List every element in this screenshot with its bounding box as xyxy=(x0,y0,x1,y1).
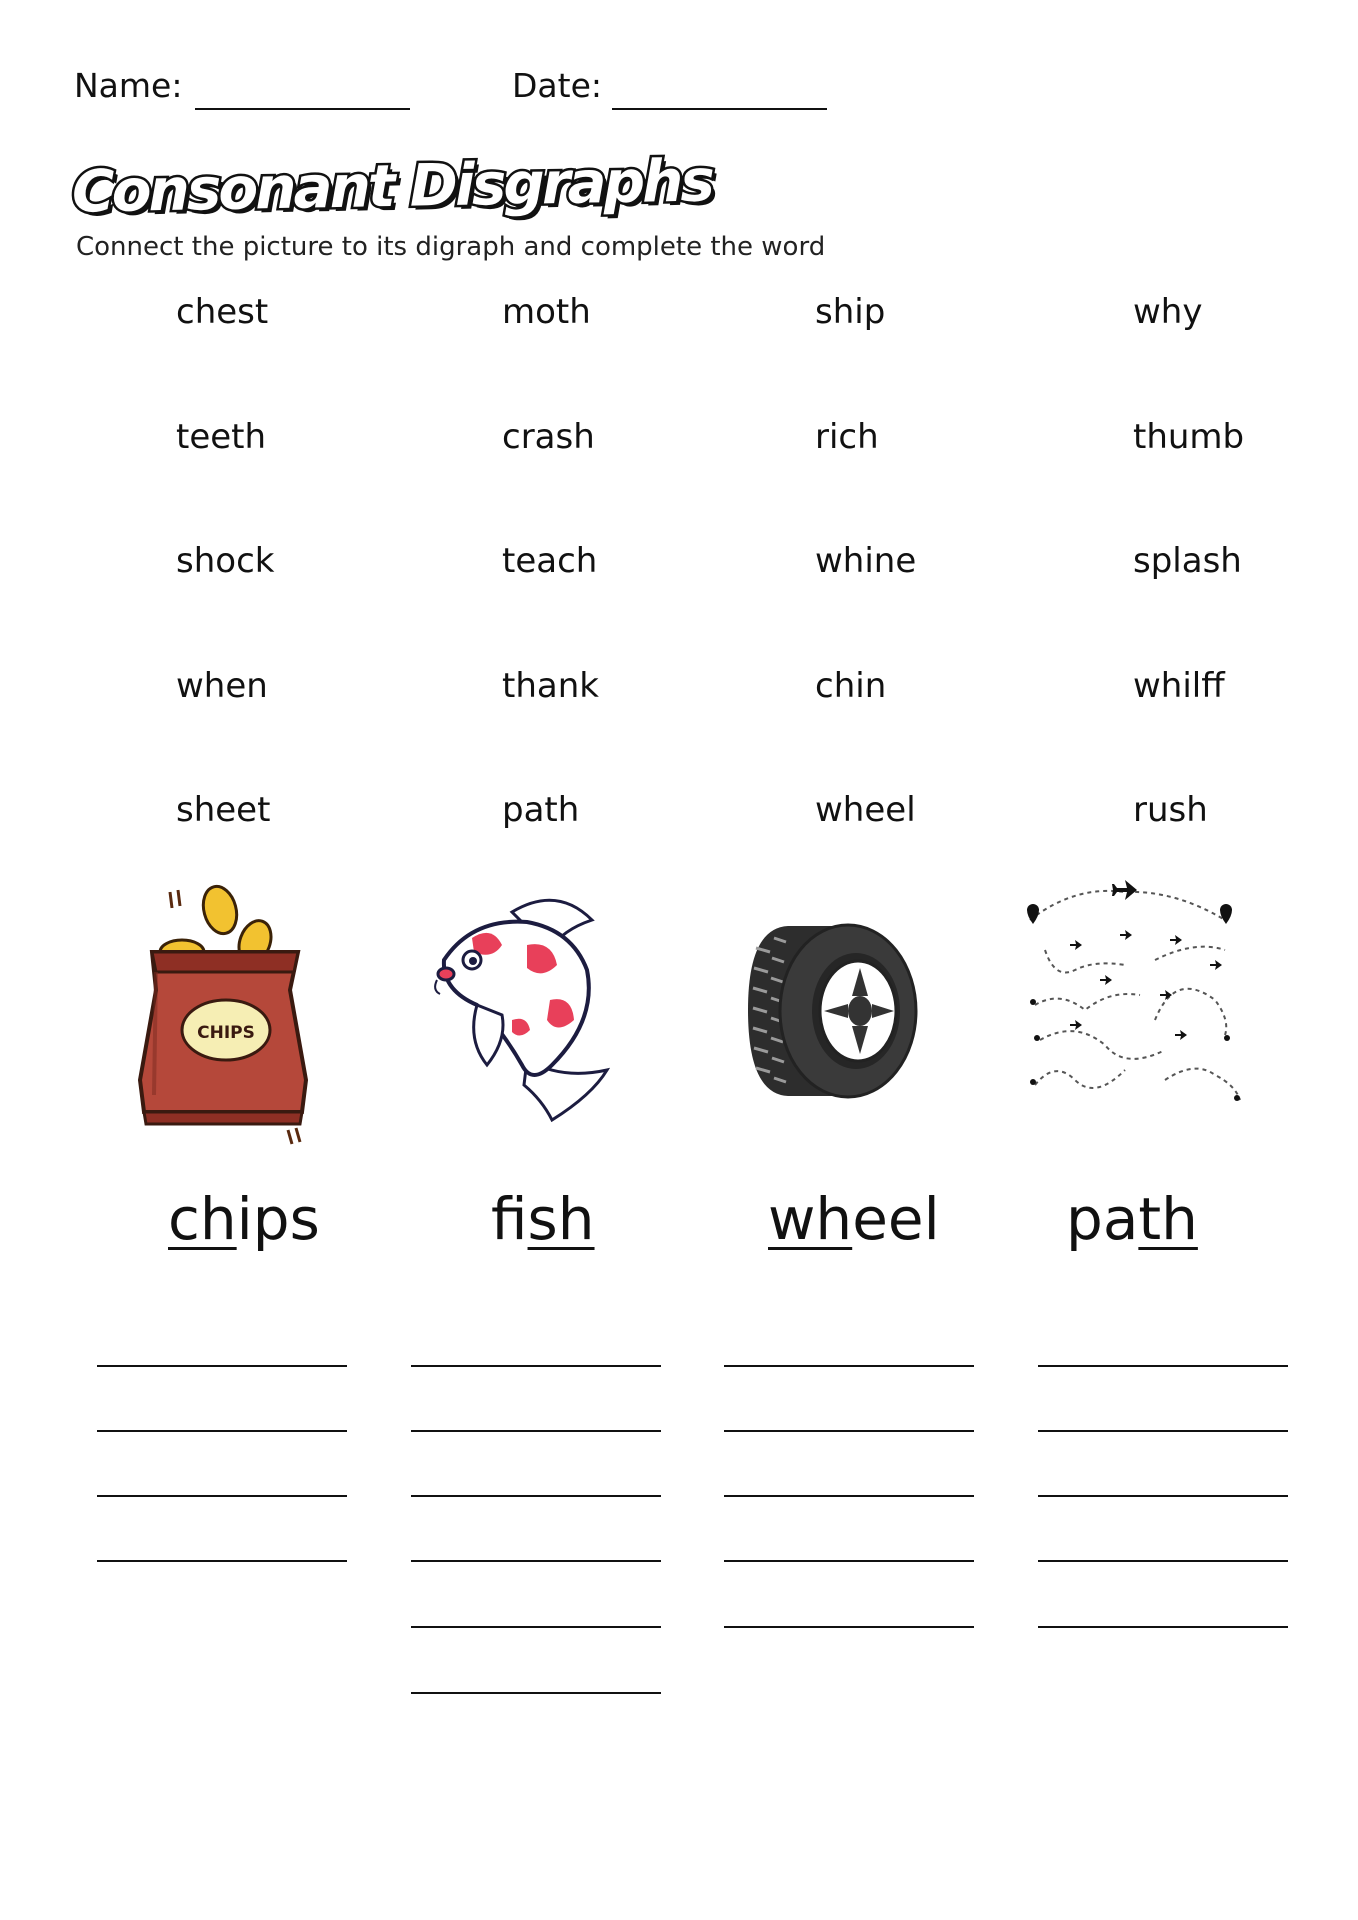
digraph: sh xyxy=(527,1185,595,1253)
word-bank-item: whine xyxy=(815,541,917,581)
writing-line[interactable] xyxy=(411,1495,661,1497)
fish-icon[interactable] xyxy=(432,890,642,1130)
digraph: ch xyxy=(168,1185,237,1253)
writing-line[interactable] xyxy=(724,1430,974,1432)
word-bank-item: teeth xyxy=(176,417,267,457)
answer-word-fish: fish xyxy=(491,1185,595,1253)
writing-line[interactable] xyxy=(1038,1365,1288,1367)
word-bank-item: rush xyxy=(1133,790,1208,830)
writing-line[interactable] xyxy=(97,1495,347,1497)
writing-line[interactable] xyxy=(1038,1495,1288,1497)
instructions: Connect the picture to its digraph and complete the word xyxy=(76,232,826,262)
writing-line[interactable] xyxy=(411,1365,661,1367)
digraph: th xyxy=(1138,1185,1198,1253)
answer-word-path: path xyxy=(1066,1185,1198,1253)
date-field[interactable] xyxy=(612,106,827,110)
word-bank-item: chest xyxy=(176,292,269,332)
chips-bag-icon[interactable] xyxy=(130,880,320,1150)
tire-wheel-icon[interactable] xyxy=(748,918,918,1103)
word-bank-item: splash xyxy=(1133,541,1242,581)
writing-line[interactable] xyxy=(724,1495,974,1497)
writing-line[interactable] xyxy=(724,1560,974,1562)
writing-line[interactable] xyxy=(1038,1560,1288,1562)
answer-word-chips: chips xyxy=(168,1185,320,1253)
writing-line[interactable] xyxy=(97,1560,347,1562)
word-bank-item: teach xyxy=(502,541,598,581)
word-bank-item: sheet xyxy=(176,790,271,830)
writing-line[interactable] xyxy=(97,1430,347,1432)
writing-line[interactable] xyxy=(724,1365,974,1367)
word-bank-item: thank xyxy=(502,666,599,706)
answer-word-wheel: wheel xyxy=(768,1185,940,1253)
flight-path-icon[interactable] xyxy=(1015,870,1250,1110)
chips-label: CHIPS xyxy=(197,1023,255,1043)
writing-line[interactable] xyxy=(724,1626,974,1628)
worksheet-title: Consonant Disgraphs xyxy=(71,146,713,226)
word-bank-item: ship xyxy=(815,292,886,332)
digraph: wh xyxy=(768,1185,853,1253)
word-bank-item: thumb xyxy=(1133,417,1245,457)
word-bank-item: when xyxy=(176,666,268,706)
word-bank-item: shock xyxy=(176,541,275,581)
name-label: Name: xyxy=(74,66,183,105)
writing-line[interactable] xyxy=(97,1365,347,1367)
writing-line[interactable] xyxy=(411,1692,661,1694)
word-bank-item: wheel xyxy=(815,790,916,830)
word-bank-item: why xyxy=(1133,292,1203,332)
name-field[interactable] xyxy=(195,106,410,110)
writing-line[interactable] xyxy=(1038,1430,1288,1432)
writing-line[interactable] xyxy=(411,1626,661,1628)
word-bank-item: rich xyxy=(815,417,879,457)
writing-line[interactable] xyxy=(411,1430,661,1432)
writing-line[interactable] xyxy=(1038,1626,1288,1628)
word-bank-item: moth xyxy=(502,292,591,332)
word-bank-item: path xyxy=(502,790,580,830)
word-bank-item: chin xyxy=(815,666,887,706)
word-bank-item: crash xyxy=(502,417,595,457)
word-bank-item: whilff xyxy=(1133,666,1225,706)
writing-line[interactable] xyxy=(411,1560,661,1562)
date-label: Date: xyxy=(512,66,602,105)
